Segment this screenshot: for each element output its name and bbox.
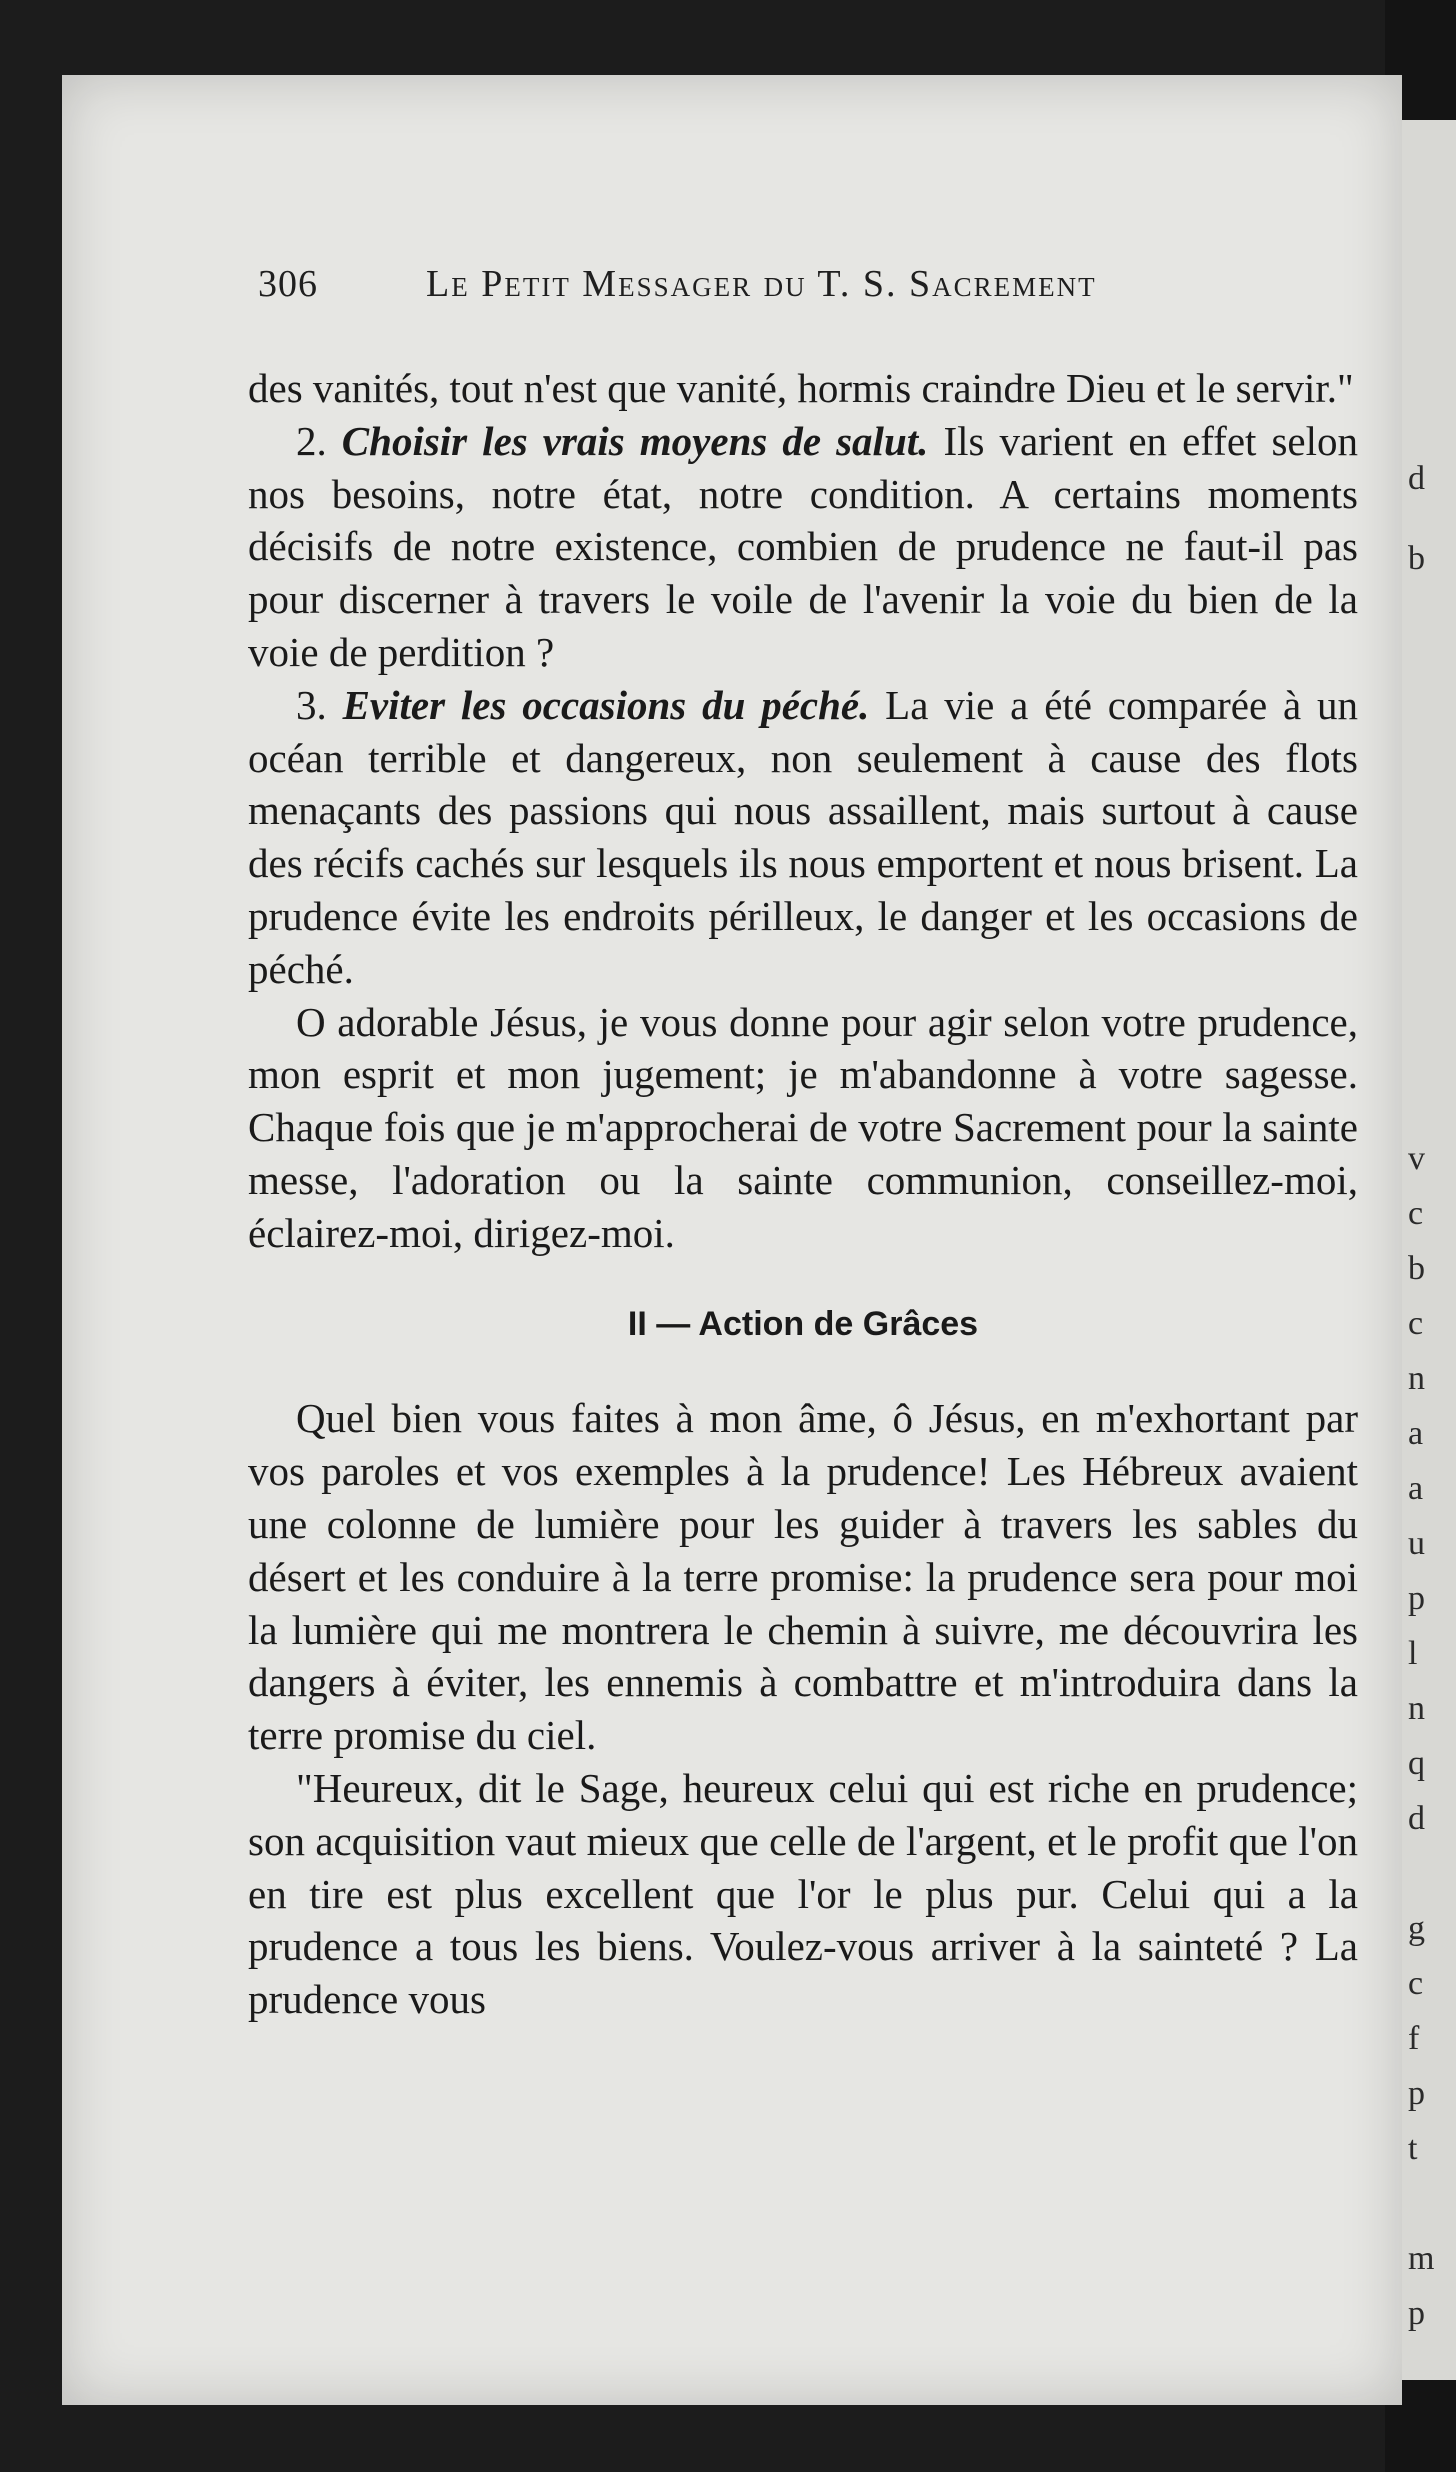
adjacent-page-fragment: f [1408,2020,1420,2057]
page-body [248,362,1358,2026]
running-title: Le Petit Messager du T. S. Sacrement [426,263,1097,305]
point-number: 3. [296,681,343,728]
adjacent-page-fragment: m [1408,2240,1435,2277]
paragraph-point-3 [248,679,1358,996]
point-title: Eviter les occasions du péché. [342,681,870,728]
point-text: La vie a été comparée à un océan terrible et dangereux, non seulement à cause des flots menaçants des passions qui nous assaillent, mais surtout à cause des récifs cachés sur lesquels ils nous emportent et nous brisent. La prudence évite les endroits périlleux, le danger et les occasions de péché. [248,681,1358,992]
adjacent-page-fragment: g [1408,1910,1425,1947]
adjacent-page-fragment: t [1408,2130,1418,2167]
adjacent-page-fragment: u [1408,1525,1425,1562]
point-text: Ils varient en effet selon nos besoins, notre état, notre condition. A certains moments décisifs de notre existence, combien de prudence ne faut-il pas pour discerner à travers le voile de l'avenir la voie du bien de la voie de perdition ? [248,417,1359,675]
paragraph-continuation: des vanités, tout n'est que vanité, hormis craindre Dieu et le servir." [248,365,1354,411]
adjacent-page-fragment: l [1408,1635,1418,1672]
adjacent-page-fragment: p [1408,2295,1425,2332]
adjacent-page-fragment: d [1408,1800,1425,1837]
section-heading: II — Action de Grâces [627,1304,979,1343]
paragraph-prayer: O adorable Jésus, je vous donne pour agir selon votre prudence, mon esprit et mon jugement; je m'abandonne à votre sagesse. Chaque fois que je m'approcherai de votre Sacrement pour la sainte messe, l'adoration ou la sainte communion, conseillez-moi, éclairez-moi, dirigez-moi. [248,998,1358,1256]
adjacent-page-fragment: p [1408,2075,1425,2112]
adjacent-page-fragment: n [1408,1690,1425,1727]
adjacent-page-fragment: c [1408,1195,1424,1232]
adjacent-page-fragment: q [1408,1745,1425,1782]
adjacent-page-fragment: b [1408,540,1425,577]
page-number: 306 [258,263,318,305]
point-number: 2. [296,417,342,464]
adjacent-page-fragment: b [1408,1250,1425,1287]
adjacent-page-fragment: c [1408,1305,1424,1342]
point-title: Choisir les vrais moyens de salut. [341,417,929,464]
adjacent-page-fragment: v [1408,1140,1425,1177]
adjacent-page-fragment: c [1408,1965,1424,2002]
adjacent-page-fragment: d [1408,460,1425,497]
paragraph-thanksgiving: Quel bien vous faites à mon âme, ô Jésus, en m'exhortant par vos paroles et vos exemples à la prudence! Les Hébreux avaient une colonne de lumière pour les guider à travers les sables du désert et les conduire à la terre promise: la prudence sera pour moi la lumière qui me montrera le chemin à suivre, me découvrira les dangers à éviter, les ennemis à combattre et m'introduira dans la terre promise du ciel. [248,1395,1358,1759]
adjacent-page-fragment: a [1408,1415,1424,1452]
paragraph-quotation: "Heureux, dit le Sage, heureux celui qui est riche en prudence; son acquisition vaut mieux que celle de l'argent, et le profit que l'on en tire est plus excellent que l'or le plus pur. Celui qui a la prudence a tous les biens. Voulez-vous arriver à la sainteté ? La prudence vous [248,1764,1358,2023]
adjacent-page-fragment: p [1408,1580,1425,1617]
adjacent-page-fragment: a [1408,1470,1424,1507]
adjacent-page-fragment: n [1408,1360,1425,1397]
paragraph-point-2 [248,415,1358,679]
running-head [258,262,1258,322]
